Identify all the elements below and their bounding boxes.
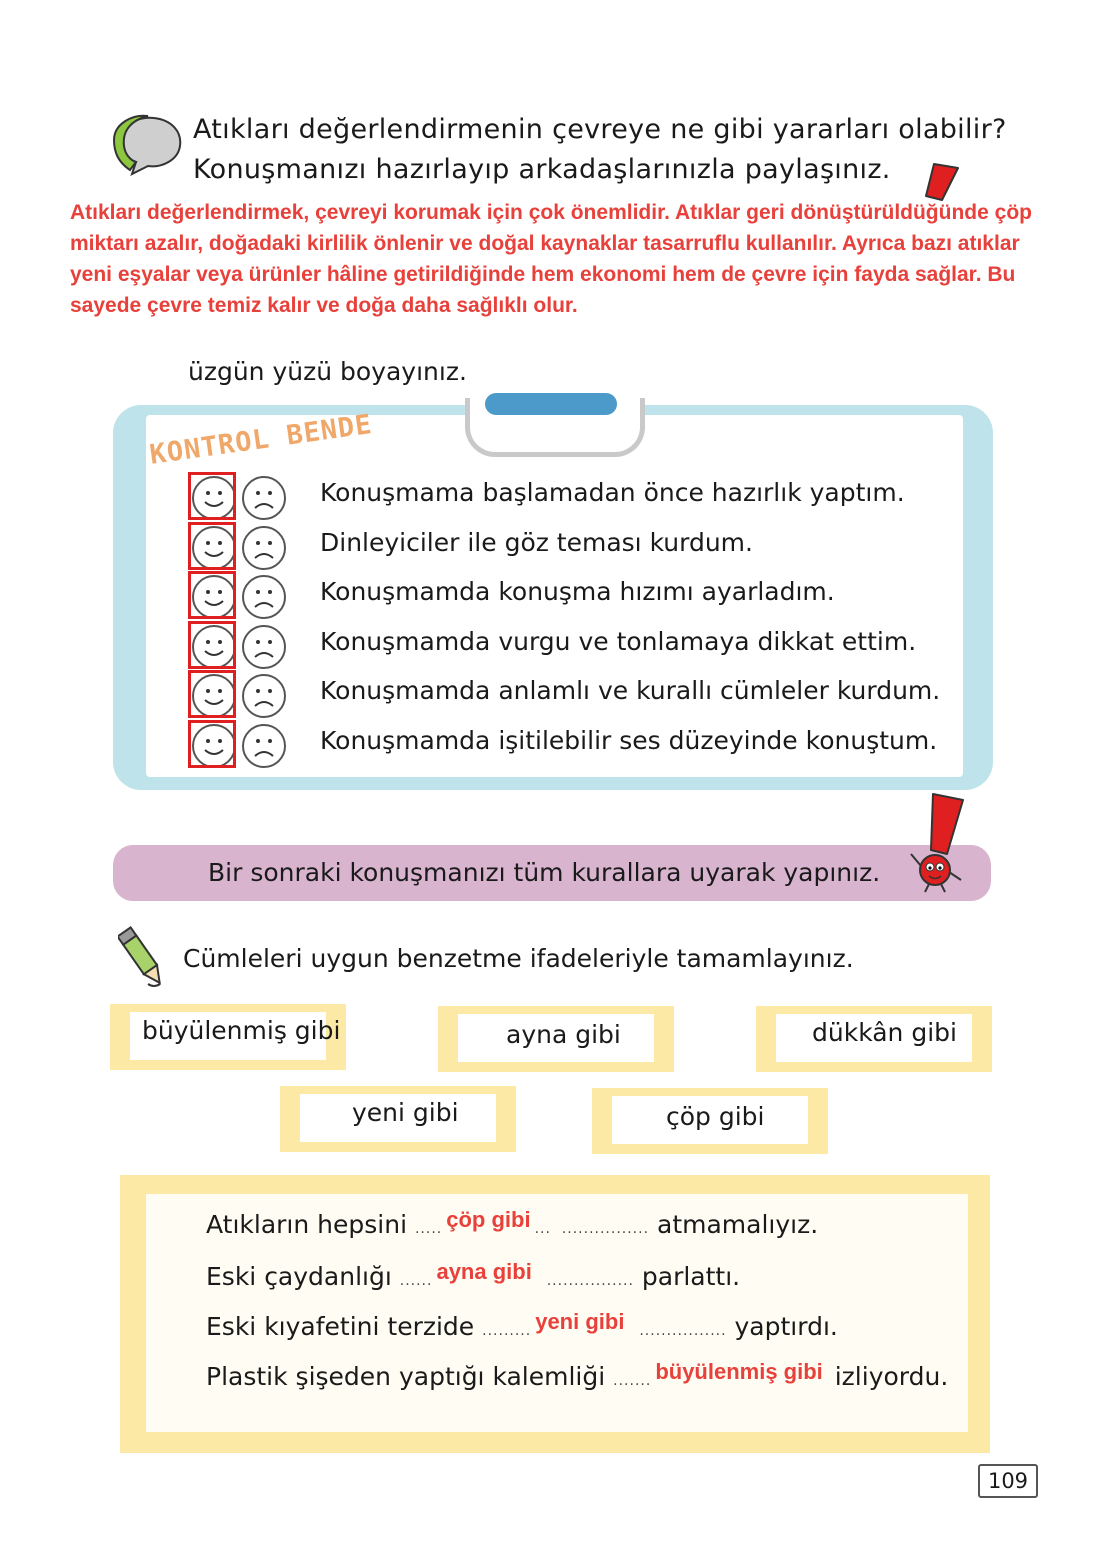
answer-paragraph: Atıkları değerlendirmek, çevreyi korumak için çok önemlidir. Atıklar geri dönüştürüldüğünde çöp miktarı azalır, doğadaki kirlilik önlenir ve doğal kaynaklar tasarruflu kullanılır. Ayrıca bazı atıklar yeni eşyalar veya ürünler hâline getirildiğinde hem ekonomi hem de çevre için fayda sağlar. Bu sayede çevre temiz kalır ve doğa daha sağlıklı olur. xyxy=(70,201,1032,317)
checklist-text: Konuşmamda konuşma hızımı ayarladım. xyxy=(320,577,835,606)
sentence-after: atmamalıyız. xyxy=(657,1210,819,1239)
kontrol-title: KONTROL BENDE xyxy=(147,408,375,471)
sad-face-icon[interactable] xyxy=(242,674,286,718)
checklist-row xyxy=(186,720,946,770)
checklist-row xyxy=(186,571,946,621)
word-card-text: dükkân gibi xyxy=(812,1018,957,1047)
word-card xyxy=(280,1086,516,1152)
selection-mark xyxy=(188,472,236,520)
word-card-text: ayna gibi xyxy=(506,1020,621,1049)
selection-mark xyxy=(188,720,236,768)
checklist-row xyxy=(186,472,946,522)
clipboard-clip-bar xyxy=(485,393,617,415)
blank-dots: ................ xyxy=(535,1273,634,1289)
sad-face-icon[interactable] xyxy=(242,476,286,520)
checklist-row xyxy=(186,670,946,720)
selection-mark xyxy=(188,522,236,570)
sentence-before: Atıkların hepsini xyxy=(206,1210,408,1239)
blank-dots: ....... xyxy=(613,1373,652,1389)
sentence-answer: büyülenmiş gibi xyxy=(655,1359,823,1384)
sentence-before: Plastik şişeden yaptığı kalemliği xyxy=(206,1362,606,1391)
sentence-after: yaptırdı. xyxy=(734,1312,838,1341)
pencil-icon xyxy=(118,924,168,998)
word-card-text: büyülenmiş gibi xyxy=(142,1016,341,1045)
checklist-text: Konuşmamda anlamlı ve kurallı cümleler kurdum. xyxy=(320,676,941,705)
sentence-line xyxy=(206,1207,819,1239)
blank-dots: ...... xyxy=(399,1273,433,1289)
sentence-line xyxy=(206,1359,949,1391)
word-card xyxy=(756,1006,992,1072)
checklist-text: Dinleyiciler ile göz teması kurdum. xyxy=(320,527,753,557)
sentence-after: izliyordu. xyxy=(834,1362,949,1391)
blank-dots: ... ................ xyxy=(534,1221,650,1237)
blank-dots: ..... xyxy=(414,1221,443,1237)
speech-bubble-icon xyxy=(110,112,185,184)
page-number: 109 xyxy=(978,1464,1038,1498)
exercise-instruction: Cümleleri uygun benzetme ifadeleriyle tamamlayınız. xyxy=(183,944,854,973)
word-card xyxy=(592,1088,828,1154)
question-line-2: Konuşmanızı hazırlayıp arkadaşlarınızla paylaşınız. xyxy=(193,154,891,185)
blank-dots: ................ xyxy=(628,1323,727,1339)
word-card-text: çöp gibi xyxy=(666,1102,765,1131)
sentence-answer: ayna gibi xyxy=(436,1259,532,1284)
checklist-text: Konuşmamda vurgu ve tonlamaya dikkat ettim. xyxy=(320,626,917,656)
word-card xyxy=(110,1004,346,1070)
sentence-before: Eski kıyafetini terzide xyxy=(206,1312,475,1341)
sad-face-icon[interactable] xyxy=(242,526,286,570)
sentence-answer: yeni gibi xyxy=(535,1309,625,1334)
sad-face-icon[interactable] xyxy=(242,575,286,619)
selection-mark xyxy=(188,670,236,718)
sad-face-icon[interactable] xyxy=(242,625,286,669)
sentence-line xyxy=(206,1309,838,1341)
sentence-after: parlattı. xyxy=(641,1262,741,1291)
checklist-row xyxy=(186,621,946,671)
instruction-tail: üzgün yüzü boyayınız. xyxy=(188,357,467,386)
checklist-text: Konuşmama başlamadan önce hazırlık yaptım. xyxy=(320,478,905,507)
sentence-line xyxy=(206,1259,741,1291)
sentence-before: Eski çaydanlığı xyxy=(206,1262,392,1291)
checklist-text: Konuşmamda işitilebilir ses düzeyinde konuştum. xyxy=(320,725,938,755)
exclamation-mascot-icon xyxy=(905,790,975,899)
word-card xyxy=(438,1006,674,1072)
checklist-row xyxy=(186,522,946,572)
word-card-text: yeni gibi xyxy=(352,1098,459,1127)
question-line-1: Atıkları değerlendirmenin çevreye ne gibi yararları olabilir? xyxy=(193,114,1007,145)
selection-mark xyxy=(188,571,236,619)
sad-face-icon[interactable] xyxy=(242,724,286,768)
banner-text: Bir sonraki konuşmanızı tüm kurallara uyarak yapınız. xyxy=(208,858,881,887)
sentence-answer: çöp gibi xyxy=(446,1207,531,1232)
selection-mark xyxy=(188,621,236,669)
blank-dots: ......... xyxy=(482,1323,532,1339)
